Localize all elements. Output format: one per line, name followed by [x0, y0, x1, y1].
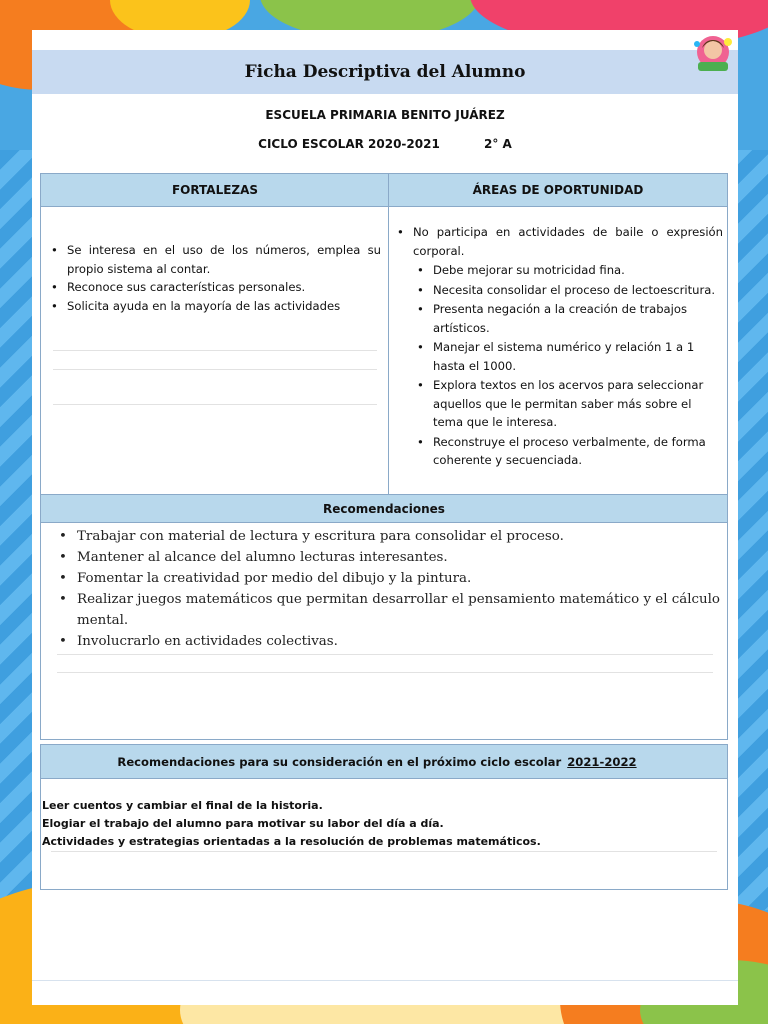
recommendations-header	[41, 495, 727, 523]
recommendations-heading: Recomendaciones	[323, 501, 445, 516]
next-cycle-line: Elogiar el trabajo del alumno para motivar su labor del día a día.	[42, 817, 444, 830]
list-item: • Presenta negación a la creación de trabajos artísticos.	[415, 300, 723, 337]
recommendations-box	[40, 494, 728, 740]
opportunities-list	[395, 223, 723, 470]
list-item: • Solicita ayuda en la mayoría de las actividades	[49, 297, 381, 316]
teacher-avatar-icon	[688, 32, 738, 76]
opportunities-heading: ÁREAS DE OPORTUNIDAD	[472, 183, 644, 197]
list-item: • Mantener al alcance del alumno lecturas interesantes.	[51, 547, 727, 568]
list-item: • Fomentar la creatividad por medio del dibujo y la pintura.	[51, 568, 727, 589]
strengths-heading: FORTALEZAS	[171, 183, 259, 197]
list-item: • Realizar juegos matemáticos que permitan desarrollar el pensamiento matemático y el cálculo mental.	[51, 589, 727, 631]
list-item: • Reconoce sus características personales.	[49, 278, 381, 297]
list-item: • Manejar el sistema numérico y relación 1 a 1 hasta el 1000.	[415, 338, 723, 375]
next-cycle-year-value: 2021-2022	[567, 754, 637, 769]
list-item: • Necesita consolidar el proceso de lectoescritura.	[415, 281, 723, 300]
strengths-opportunities-table	[40, 173, 728, 495]
recommendations-list	[51, 526, 727, 652]
opportunities-header	[389, 174, 727, 207]
list-item: • Se interesa en el uso de los números, emplea su propio sistema al contar.	[49, 241, 381, 278]
list-item: • Trabajar con material de lectura y escritura para consolidar el proceso.	[51, 526, 727, 547]
footer-divider	[32, 980, 738, 981]
school-name: ESCUELA PRIMARIA BENITO JUÁREZ	[265, 108, 505, 122]
list-item: • Debe mejorar su motricidad fina.	[415, 261, 723, 280]
list-item: • Reconstruye el proceso verbalmente, de forma coherente y secuenciada.	[415, 433, 723, 470]
next-cycle-year	[567, 755, 650, 769]
title-bar	[32, 50, 738, 94]
faint-line	[53, 404, 377, 405]
column-divider	[388, 174, 389, 494]
document-sheet	[32, 30, 738, 1005]
document-title: Ficha Descriptiva del Alumno	[244, 62, 526, 82]
next-cycle-header	[41, 745, 727, 779]
next-cycle-lines	[42, 797, 722, 851]
cycle-label: CICLO ESCOLAR 2020-2021	[258, 137, 440, 151]
next-cycle-box	[40, 744, 728, 890]
strengths-list	[49, 241, 381, 315]
next-cycle-line: Leer cuentos y cambiar el final de la historia.	[42, 799, 323, 812]
next-cycle-line: Actividades y estrategias orientadas a la resolución de problemas matemáticos.	[42, 835, 541, 848]
faint-line	[57, 672, 713, 673]
group-label: 2° A	[484, 137, 512, 151]
list-item: • No participa en actividades de baile o expresión corporal.	[395, 223, 723, 260]
list-item: • Involucrarlo en actividades colectivas.	[51, 631, 727, 652]
faint-line	[57, 654, 713, 655]
faint-line	[53, 369, 377, 370]
strengths-header	[41, 174, 389, 207]
cycle-line	[32, 137, 738, 151]
faint-line	[51, 851, 717, 852]
list-item: • Explora textos en los acervos para seleccionar aquellos que le permitan saber más sobre el tema que le interesa.	[415, 376, 723, 432]
faint-line	[53, 350, 377, 351]
next-cycle-heading: Recomendaciones para su consideración en el próximo ciclo escolar	[117, 754, 562, 769]
